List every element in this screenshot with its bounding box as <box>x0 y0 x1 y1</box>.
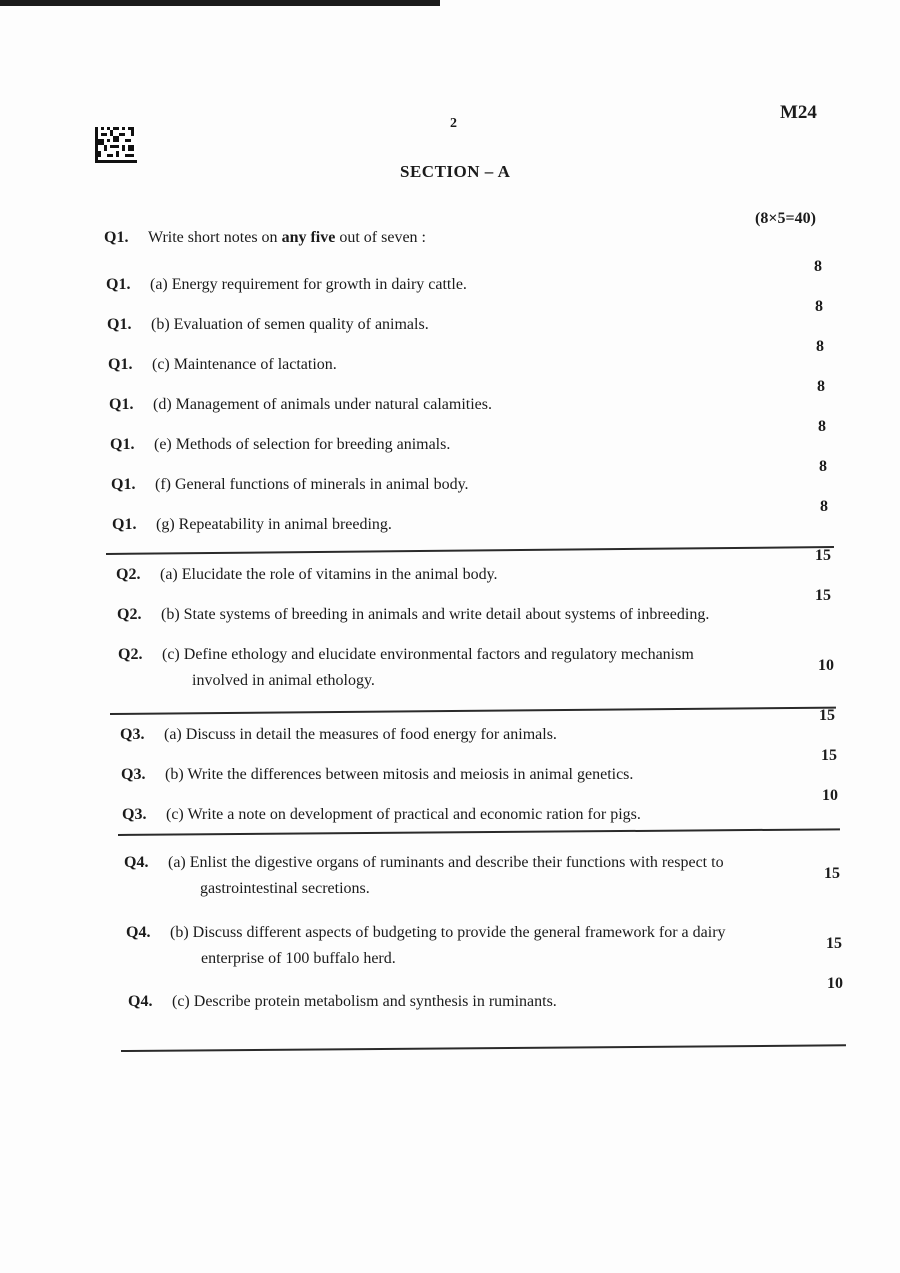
question-continuation: enterprise of 100 buffalo herd. <box>201 950 396 967</box>
question-number: Q1. <box>111 476 136 493</box>
q4c-marks: 10 <box>827 975 843 992</box>
question-continuation: gastrointestinal secretions. <box>200 880 370 897</box>
q4b-question <box>126 924 726 968</box>
divider-rule <box>118 828 840 835</box>
q2a-question <box>116 566 498 584</box>
q1-intro-bold: any five <box>281 229 336 246</box>
q2a-marks: 15 <box>815 547 831 564</box>
q3a-question <box>120 726 557 744</box>
q1-instruction <box>104 229 426 247</box>
question-number: Q2. <box>116 566 141 583</box>
question-text: (f) General functions of minerals in animal body. <box>155 476 469 493</box>
question-number: Q1. <box>109 396 134 413</box>
q2c-question <box>118 646 694 690</box>
q1a-marks: 8 <box>814 258 822 275</box>
q1f-marks: 8 <box>819 458 827 475</box>
q1g-marks: 8 <box>820 498 828 515</box>
q1-total-marks: (8×5=40) <box>755 210 816 227</box>
q4c-question <box>128 993 557 1011</box>
question-number: Q4. <box>128 993 153 1010</box>
q1-intro-pre: Write short notes on <box>148 229 282 246</box>
question-text: (a) Energy requirement for growth in dairy cattle. <box>150 276 467 293</box>
question-number: Q1. <box>104 229 129 246</box>
question-number: Q3. <box>121 766 146 783</box>
top-edge-bar <box>0 0 440 6</box>
question-number: Q2. <box>117 606 142 623</box>
q1c-marks: 8 <box>816 338 824 355</box>
question-text: (a) Discuss in detail the measures of food energy for animals. <box>164 726 557 743</box>
q1a-question <box>106 276 467 294</box>
question-number: Q1. <box>110 436 135 453</box>
q3c-marks: 10 <box>822 787 838 804</box>
question-text: (e) Methods of selection for breeding animals. <box>154 436 451 453</box>
paper-code: M24 <box>780 102 817 123</box>
q3c-question <box>122 806 641 824</box>
question-number: Q1. <box>108 356 133 373</box>
question-number: Q3. <box>120 726 145 743</box>
question-text: (b) State systems of breeding in animals and write detail about systems of inbreeding. <box>161 606 710 623</box>
q3b-marks: 15 <box>821 747 837 764</box>
divider-rule <box>106 546 834 554</box>
question-number: Q1. <box>107 316 132 333</box>
q1-intro-post: out of seven : <box>335 229 426 246</box>
question-continuation: involved in animal ethology. <box>192 672 375 689</box>
question-number: Q4. <box>124 854 149 871</box>
question-text: (c) Write a note on development of practical and economic ration for pigs. <box>166 806 641 823</box>
question-text: (b) Evaluation of semen quality of animals. <box>151 316 429 333</box>
question-text: (a) Elucidate the role of vitamins in the animal body. <box>160 566 498 583</box>
q2c-marks: 10 <box>818 657 834 674</box>
question-text: (c) Maintenance of lactation. <box>152 356 337 373</box>
q1g-question <box>112 516 392 534</box>
q1e-question <box>110 436 450 454</box>
divider-rule <box>110 707 836 715</box>
q1e-marks: 8 <box>818 418 826 435</box>
datamatrix-code-icon <box>95 126 137 164</box>
question-number: Q4. <box>126 924 151 941</box>
q1d-question <box>109 396 492 414</box>
q3b-question <box>121 766 633 784</box>
q2b-marks: 15 <box>815 587 831 604</box>
question-number: Q2. <box>118 646 143 663</box>
divider-rule <box>121 1044 846 1051</box>
q1f-question <box>111 476 469 494</box>
q1b-marks: 8 <box>815 298 823 315</box>
question-text: (d) Management of animals under natural calamities. <box>153 396 492 413</box>
question-number: Q1. <box>112 516 137 533</box>
section-title: SECTION – A <box>400 162 511 181</box>
question-text: (a) Enlist the digestive organs of ruminants and describe their functions with respect to <box>168 854 724 871</box>
question-text: (b) Write the differences between mitosis and meiosis in animal genetics. <box>165 766 634 783</box>
question-number: Q3. <box>122 806 147 823</box>
question-text: (c) Describe protein metabolism and synthesis in ruminants. <box>172 993 557 1010</box>
q2b-question <box>117 606 709 624</box>
q4b-marks: 15 <box>826 935 842 952</box>
q1b-question <box>107 316 429 334</box>
q4a-question <box>124 854 724 898</box>
question-number: Q1. <box>106 276 131 293</box>
q1d-marks: 8 <box>817 378 825 395</box>
q1c-question <box>108 356 337 374</box>
question-text: (b) Discuss different aspects of budgeting to provide the general framework for a dairy <box>170 924 726 941</box>
question-text: (c) Define ethology and elucidate environmental factors and regulatory mechanism <box>162 646 694 663</box>
q4a-marks: 15 <box>824 865 840 882</box>
question-text: (g) Repeatability in animal breeding. <box>156 516 392 533</box>
q3a-marks: 15 <box>819 707 835 724</box>
page-number: 2 <box>450 116 457 131</box>
